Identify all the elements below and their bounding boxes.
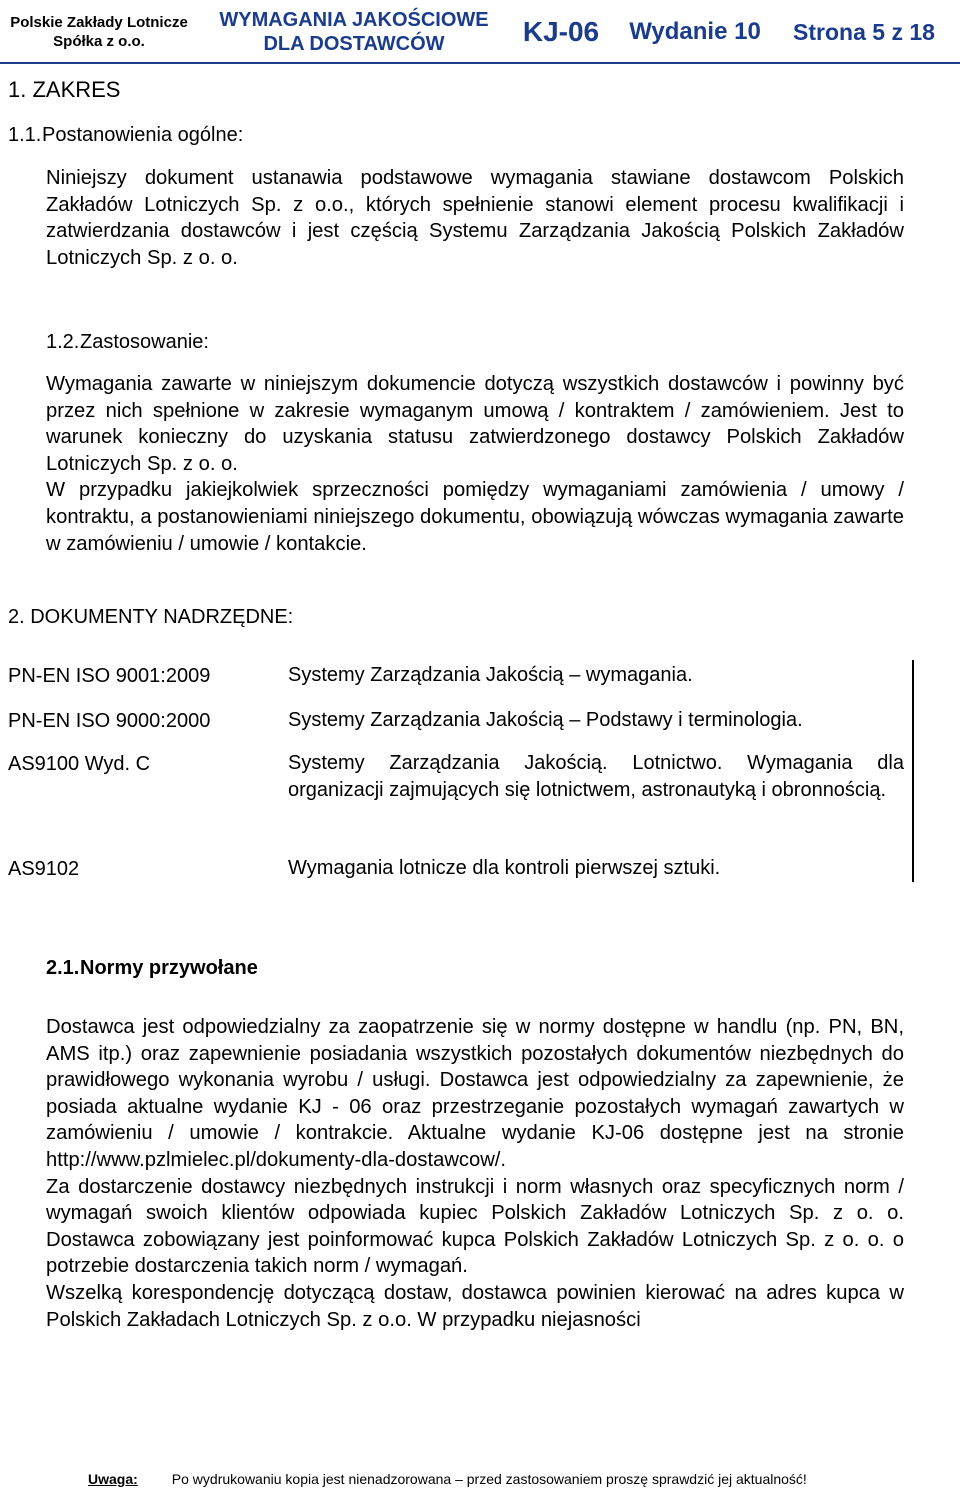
ref-code: AS9100 Wyd. C [8,753,151,775]
section-1-1-body [46,165,904,271]
section-1-2-heading [46,331,209,354]
paragraph: Za dostarczenie dostawcy niezbędnych instrukcji i norm własnych oraz specyficznych norm / wymagań swoich klientów odpowiada kupiec Polskich Zakładów Lotniczych Sp. z o. o. Dostawca zobowiązany jest poinformować kupca Polskich Zakładów Lotniczych Sp. z o. o. o potrzebie dostarczenia takich norm / wymagań. [46,1175,904,1278]
section-2-1-heading [46,957,258,980]
section-title: Zastosowanie: [80,331,209,353]
company-line-2: Spółka z o.o. [53,33,145,50]
table-border-line [912,660,914,882]
document-code: KJ-06 [522,16,600,47]
paragraph: Wszelką korespondencję dotyczącą dostaw, dostawca powinien kierować na adres kupca w Polskich Zakładach Lotniczych Sp. z o.o. W przypadku niejasności [46,1281,904,1331]
ref-code: AS9102 [8,858,80,880]
ref-code: PN-EN ISO 9001:2009 [8,665,211,687]
footer-text: Po wydrukowaniu kopia jest nienadzorowana – przed zastosowaniem proszę sprawdzić jej aktualność! [171,1471,807,1487]
section-number: 1.2. [46,331,80,353]
ref-description: Wymagania lotnicze dla kontroli pierwszej sztuki. [288,857,721,879]
section-1-heading: 1. ZAKRES [8,77,121,102]
section-2-1-body [46,1014,904,1333]
paragraph: Wymagania zawarte w niniejszym dokumencie dotyczą wszystkich dostawców i powinny być przez nich spełnione w zakresie wymaganym umową / kontraktem / zamówieniem. Jest to warunek konieczny do uzyskania statusu zatwierdzonego dostawcy Polskich Zakładów Lotniczych Sp. z o. o. [46,373,904,475]
title-line-2: DLA DOSTAWCÓW [263,33,445,55]
document-header [0,0,960,64]
ref-description: Systemy Zarządzania Jakością. Lotnictwo. Wymagania dla organizacji zajmujących się lotnictwem, astronautyką i obronnością. [288,752,904,801]
section-1-2-body [46,371,904,557]
section-title: Normy przywołane [80,957,258,979]
paragraph: Dostawca jest odpowiedzialny za zaopatrzenie się w normy dostępne w handlu (np. PN, BN, AMS itp.) oraz zapewnienie posiadania wszystkich pozostałych dokumentów niezbędnych do prawidłowego wykonania wyrobu / usługi. Dostawca jest odpowiedzialny za zapewnienie, że posiada aktualne wydanie KJ - 06 oraz przestrzeganie pozostałych wymagań zawartych w zamówieniu / umowie / kontrakcie. Aktualne wydanie KJ-06 dostępne jest na stronie http://www.pzlmielec.pl/dokumenty-dla-dostawcow/. [46,1016,904,1171]
section-1-1-heading [8,124,243,147]
footer-label: Uwaga: [88,1471,138,1487]
title-line-1: WYMAGANIA JAKOŚCIOWE [219,9,489,31]
header-divider [0,62,960,64]
section-number: 1.1. [8,124,42,146]
section-title: Postanowienia ogólne: [42,124,244,146]
ref-description: Systemy Zarządzania Jakością – wymagania. [288,664,693,686]
document-title [198,6,510,58]
footer-note [88,1471,807,1487]
ref-code: PN-EN ISO 9000:2000 [8,710,211,732]
paragraph: W przypadku jakiejkolwiek sprzeczności pomiędzy wymaganiami zamówienia / umowy / kontraktu, a postanowieniami niniejszego dokumentu, obowiązują wówczas wymagania zawarte w zamówieniu / umowie / kontakcie. [46,479,904,555]
company-line-1: Polskie Zakłady Lotnicze [10,14,188,31]
ref-description: Systemy Zarządzania Jakością – Podstawy i terminologia. [288,709,803,731]
page-number: Strona 5 z 18 [793,18,935,45]
company-name [0,6,198,58]
paragraph: Niniejszy dokument ustanawia podstawowe wymagania stawiane dostawcom Polskich Zakładów Lotniczych Sp. z o.o., których spełnienie stanowi element procesu kwalifikacji i zatwierdzania dostawców i jest częścią Systemu Zarządzania Jakością Polskich Zakładów Lotniczych Sp. z o. o. [46,167,904,269]
edition-label: Wydanie 10 [629,18,761,45]
section-number: 2.1. [46,957,80,979]
section-2-heading: 2. DOKUMENTY NADRZĘDNE: [8,606,294,628]
